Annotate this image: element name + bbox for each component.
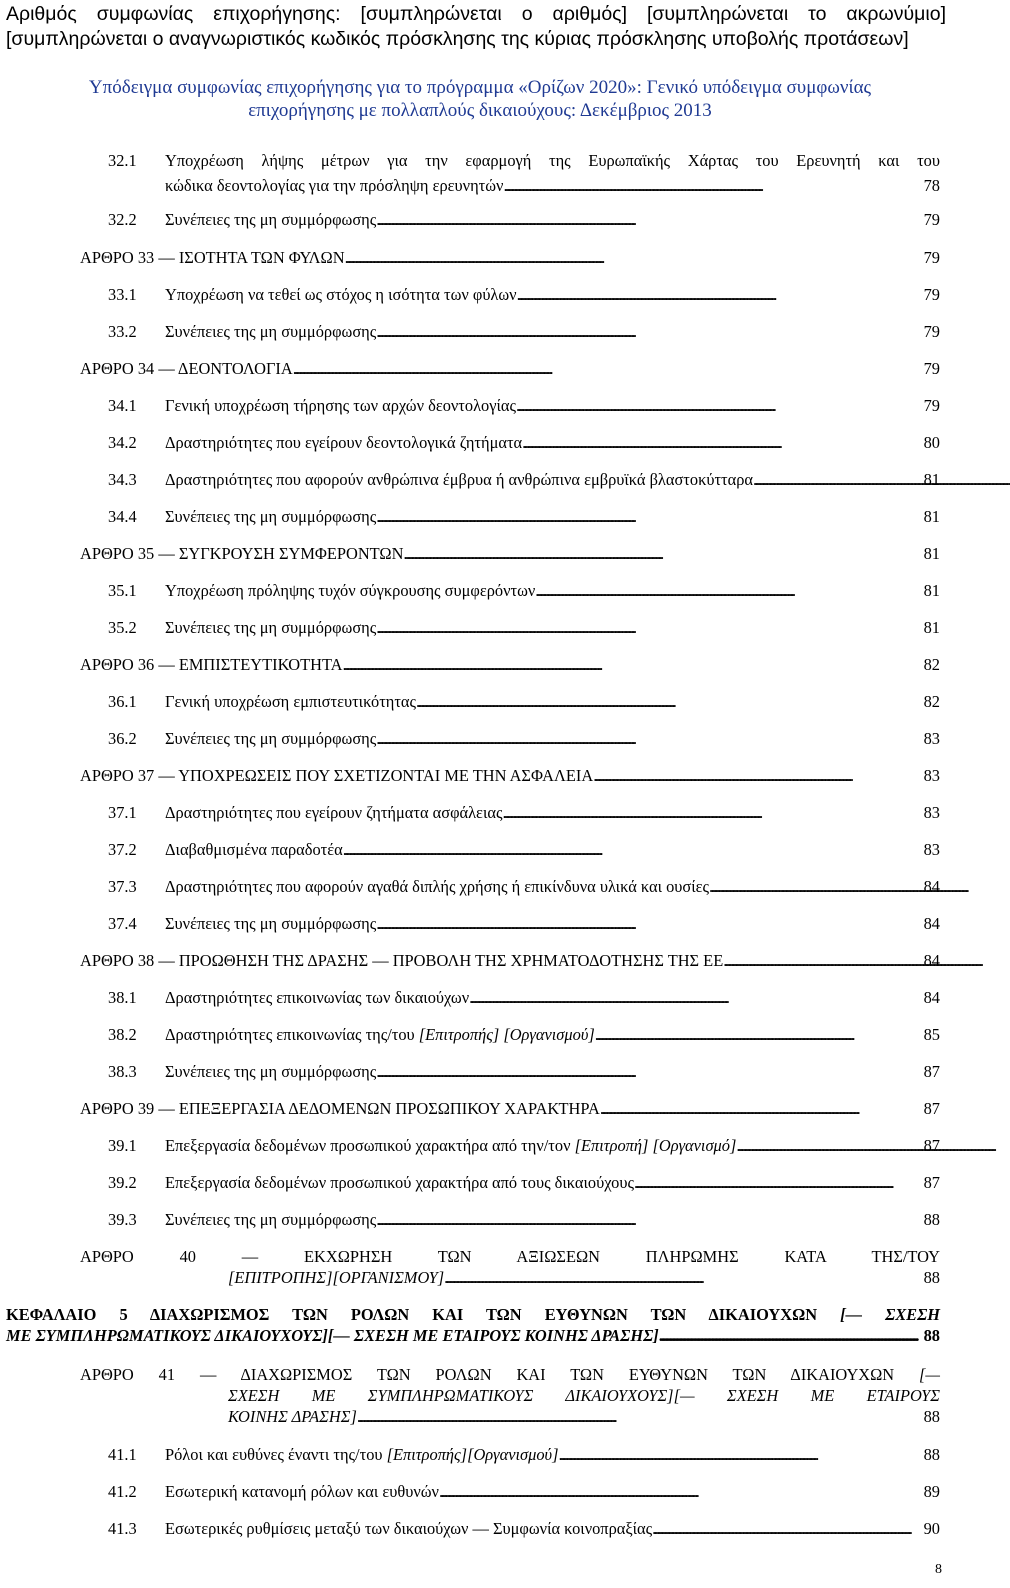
- toc-entry-39-1[interactable]: [108, 1135, 940, 1157]
- toc-text: [80, 1364, 940, 1386]
- toc-page: 81: [923, 618, 940, 637]
- toc-text: ΑΡΘΡΟ 40 — ΕΚΧΩΡΗΣΗ ΤΩΝ ΑΞΙΩΣΕΩΝ ΠΛΗΡΩΜΗΣ ΚΑΤΑ ΤΗΣ/ΤΟΥ: [80, 1247, 940, 1266]
- toc-entry-37-1[interactable]: [108, 802, 940, 824]
- toc-entry-article-38[interactable]: [80, 950, 940, 972]
- toc-leader: [376, 913, 923, 935]
- toc-text-italic: ΜΕ ΣΥΜΠΛΗΡΩΜΑΤΙΚΟΥΣ ΔΙΚΑΙΟΥΧΟΥΣ][— ΣΧΕΣΗ ΜΕ ΕΤΑΙΡΟΥΣ ΚΟΙΝΗΣ ΔΡΑΣΗΣ]: [6, 1326, 659, 1345]
- toc-number: 34.3: [108, 470, 137, 489]
- toc-leader: [502, 802, 923, 824]
- toc-leader: [376, 728, 923, 750]
- toc-entry-article-39[interactable]: [80, 1098, 940, 1120]
- toc-entry-41-2[interactable]: [108, 1481, 940, 1503]
- toc-leader: [535, 580, 923, 602]
- toc-text: Εσωτερικές ρυθμίσεις μεταξύ των δικαιούχων — Συμφωνία κοινοπραξίας: [165, 1519, 653, 1538]
- call-identifier-line: [συμπληρώνεται ο αναγνωριστικός κωδικός πρόσκλησης της κύριας πρόσκλησης υποβολής προτάσεων]: [6, 28, 909, 50]
- toc-text: Εσωτερική κατανομή ρόλων και ευθυνών: [165, 1482, 439, 1501]
- toc-page: 87: [923, 1099, 940, 1118]
- toc-leader: [293, 358, 924, 380]
- toc-leader: [345, 247, 924, 269]
- toc-text: ΑΡΘΡΟ 33 — ΙΣΟΤΗΤΑ ΤΩΝ ΦΥΛΩΝ: [80, 248, 345, 267]
- toc-entry-41-3[interactable]: [108, 1518, 940, 1540]
- toc-text: ΑΡΘΡΟ 35 — ΣΥΓΚΡΟΥΣΗ ΣΥΜΦΕΡΟΝΤΩΝ: [80, 544, 404, 563]
- toc-page: 83: [923, 840, 940, 859]
- toc-text: Συνέπειες της μη συμμόρφωσης: [165, 1062, 377, 1081]
- toc-leader: [659, 1325, 924, 1347]
- toc-text: [165, 1024, 595, 1046]
- toc-text-bold: ΚΕΦΑΛΑΙΟ 5 ΔΙΑΧΩΡΙΣΜΟΣ ΤΩΝ ΡΟΛΩΝ ΚΑΙ ΤΩΝ ΕΥΘΥΝΩΝ ΤΩΝ ΔΙΚΑΙΟΥΧΩΝ: [6, 1305, 841, 1324]
- toc-text: [165, 1135, 736, 1157]
- toc-entry-article-33[interactable]: [80, 247, 940, 269]
- toc-number: 41.3: [108, 1519, 137, 1538]
- toc-page: 83: [923, 803, 940, 822]
- toc-text: Υποχρέωση πρόληψης τυχόν σύγκρουσης συμφερόντων: [165, 581, 536, 600]
- toc-text-italic: ΚΟΙΝΗΣ ΔΡΑΣΗΣ]: [228, 1407, 357, 1426]
- toc-page: 83: [923, 729, 940, 748]
- toc-text: ΑΡΘΡΟ 39 — ΕΠΕΞΕΡΓΑΣΙΑ ΔΕΔΟΜΕΝΩΝ ΠΡΟΣΩΠΙΚΟΥ ΧΑΡΑΚΤΗΡΑ: [80, 1099, 600, 1118]
- toc-text: Διαβαθμισμένα παραδοτέα: [165, 840, 343, 859]
- toc-number: 35.2: [108, 618, 137, 637]
- toc-text: Γενική υποχρέωση τήρησης των αρχών δεοντολογίας: [165, 396, 516, 415]
- toc-leader: [376, 209, 923, 231]
- toc-leader: [376, 321, 923, 343]
- toc-text: κώδικα δεοντολογίας για την πρόσληψη ερευνητών: [165, 176, 504, 195]
- toc-number: 38.1: [108, 988, 137, 1007]
- toc-text-plain: Ρόλοι και ευθύνες έναντι της/του: [165, 1445, 387, 1464]
- toc-entry-35-2[interactable]: [108, 617, 940, 639]
- toc-number: 39.3: [108, 1210, 137, 1229]
- toc-leader: [522, 432, 923, 454]
- toc-text: Επεξεργασία δεδομένων προσωπικού χαρακτήρα από τους δικαιούχους: [165, 1173, 634, 1192]
- toc-leader: [503, 175, 923, 197]
- toc-entry-article-36[interactable]: [80, 654, 940, 676]
- toc-page: 81: [923, 544, 940, 563]
- toc-page: 90: [923, 1519, 940, 1538]
- toc-leader: [595, 1024, 924, 1046]
- toc-text: ΑΡΘΡΟ 34 — ΔΕΟΝΤΟΛΟΓΙΑ: [80, 359, 293, 378]
- toc-entry-37-3[interactable]: [108, 876, 940, 898]
- toc-number: 37.2: [108, 840, 137, 859]
- toc-page: 87: [923, 1173, 940, 1192]
- toc-entry-article-41[interactable]: [80, 1364, 940, 1428]
- toc-page: 87: [923, 1062, 940, 1081]
- toc-page: 80: [923, 433, 940, 452]
- toc-entry-38-3[interactable]: [108, 1061, 940, 1083]
- toc-number: 37.3: [108, 877, 137, 896]
- toc-entry-36-1[interactable]: [108, 691, 940, 713]
- toc-text: Δραστηριότητες που εγείρουν ζητήματα ασφάλειας: [165, 803, 503, 822]
- toc-text: Συνέπειες της μη συμμόρφωσης: [165, 322, 377, 341]
- toc-text-plain: Επεξεργασία δεδομένων προσωπικού χαρακτήρα από την/τον: [165, 1136, 575, 1155]
- toc-leader: [343, 654, 924, 676]
- toc-entry-35-1[interactable]: [108, 580, 940, 602]
- toc-page: 82: [923, 692, 940, 711]
- toc-number: 38.2: [108, 1025, 137, 1044]
- toc-leader: [634, 1172, 924, 1194]
- toc-page: 78: [923, 176, 940, 195]
- toc-leader: [376, 506, 923, 528]
- toc-text: [165, 1444, 558, 1466]
- toc-entry-32-1[interactable]: [108, 150, 940, 197]
- toc-leader: [558, 1444, 923, 1466]
- toc-entry-38-1[interactable]: [108, 987, 940, 1009]
- toc-text-italic: ΣΧΕΣΗ ΜΕ ΣΥΜΠΛΗΡΩΜΑΤΙΚΟΥΣ ΔΙΚΑΙΟΥΧΟΥΣ][— ΣΧΕΣΗ ΜΕ ΕΤΑΙΡΟΥΣ: [228, 1386, 940, 1405]
- toc-leader: [652, 1518, 923, 1540]
- page-number: 8: [935, 1562, 942, 1577]
- toc-text-plain: ΑΡΘΡΟ 41 — ΔΙΑΧΩΡΙΣΜΟΣ ΤΩΝ ΡΟΛΩΝ ΚΑΙ ΤΩΝ ΕΥΘΥΝΩΝ ΤΩΝ ΔΙΚΑΙΟΥΧΩΝ: [80, 1365, 920, 1384]
- toc-leader: [376, 1061, 923, 1083]
- toc-leader: [439, 1481, 924, 1503]
- toc-leader: [416, 691, 924, 713]
- toc-number: 34.1: [108, 396, 137, 415]
- toc-leader: [517, 284, 924, 306]
- model-agreement-subtitle: [0, 76, 960, 122]
- toc-leader: [593, 765, 923, 787]
- toc-page: 83: [923, 766, 940, 785]
- toc-page: 88: [923, 1407, 940, 1426]
- toc-page: 79: [923, 210, 940, 229]
- toc-page: 87: [923, 1136, 940, 1155]
- toc-number: 33.1: [108, 285, 137, 304]
- toc-page: 84: [923, 988, 940, 1007]
- toc-entry-33-2[interactable]: [108, 321, 940, 343]
- toc-text: Δραστηριότητες που εγείρουν δεοντολογικά ζητήματα: [165, 433, 523, 452]
- toc-entry-32-2[interactable]: [108, 209, 940, 231]
- subtitle-line-2: επιχορήγησης με πολλαπλούς δικαιούχους: Δεκέμβριος 2013: [248, 100, 712, 121]
- toc-number: 37.4: [108, 914, 137, 933]
- toc-leader: [343, 839, 924, 861]
- toc-leader: [444, 1267, 923, 1289]
- toc-number: 39.2: [108, 1173, 137, 1192]
- toc-entry-33-1[interactable]: [108, 284, 940, 306]
- toc-text: ΑΡΘΡΟ 38 — ΠΡΟΩΘΗΣΗ ΤΗΣ ΔΡΑΣΗΣ — ΠΡΟΒΟΛΗ ΤΗΣ ΧΡΗΜΑΤΟΔΟΤΗΣΗΣ ΤΗΣ ΕΕ: [80, 951, 724, 970]
- toc-entry-34-1[interactable]: [108, 395, 940, 417]
- toc-page: 79: [923, 285, 940, 304]
- toc-page: 85: [923, 1025, 940, 1044]
- toc-page: 81: [923, 581, 940, 600]
- toc-page: 81: [923, 470, 940, 489]
- toc-entry-38-2[interactable]: [108, 1024, 940, 1046]
- toc-text: Δραστηριότητες που αφορούν αγαθά διπλής χρήσης ή επικίνδυνα υλικά και ουσίες: [165, 877, 710, 896]
- toc-text-italic: [ΕΠΙΤΡΟΠΗΣ][ΟΡΓΑΝΙΣΜΟΥ]: [228, 1268, 445, 1287]
- toc-leader: [753, 469, 924, 491]
- toc-text: Συνέπειες της μη συμμόρφωσης: [165, 1210, 377, 1229]
- toc-page: 84: [923, 914, 940, 933]
- toc-number: 41.1: [108, 1445, 137, 1464]
- toc-page: 79: [923, 322, 940, 341]
- toc-leader: [469, 987, 923, 1009]
- toc-text-italic: [Επιτροπή] [Οργανισμό]: [574, 1136, 737, 1155]
- toc-number: 36.2: [108, 729, 137, 748]
- toc-entry-34-3[interactable]: [108, 469, 940, 491]
- toc-text-italic: [Επιτροπής] [Οργανισμού]: [418, 1025, 595, 1044]
- toc-entry-article-35[interactable]: [80, 543, 940, 565]
- toc-entry-36-2[interactable]: [108, 728, 940, 750]
- toc-entry-37-4[interactable]: [108, 913, 940, 935]
- toc-page: 79: [923, 248, 940, 267]
- toc-text-italic: [Επιτροπής][Οργανισμού]: [386, 1445, 559, 1464]
- toc-page: 84: [923, 951, 940, 970]
- toc-entry-41-1[interactable]: [108, 1444, 940, 1466]
- toc-page: 81: [923, 507, 940, 526]
- toc-number: 32.1: [108, 151, 137, 170]
- toc-text: [6, 1304, 940, 1326]
- toc-text: Συνέπειες της μη συμμόρφωσης: [165, 210, 377, 229]
- toc-page: 89: [923, 1482, 940, 1501]
- toc-text: Συνέπειες της μη συμμόρφωσης: [165, 914, 377, 933]
- toc-text: ΑΡΘΡΟ 36 — ΕΜΠΙΣΤΕΥΤΙΚΟΤΗΤΑ: [80, 655, 343, 674]
- toc-page: 79: [923, 359, 940, 378]
- grant-agreement-number-line: Αριθμός συμφωνίας επιχορήγησης: [συμπληρώνεται ο αριθμός] [συμπληρώνεται το ακρωνύμιο]: [6, 3, 946, 25]
- toc-page: 84: [923, 877, 940, 896]
- toc-leader: [357, 1406, 924, 1428]
- toc-number: 35.1: [108, 581, 137, 600]
- toc-number: 36.1: [108, 692, 137, 711]
- toc-number: 33.2: [108, 322, 137, 341]
- toc-leader: [376, 1209, 923, 1231]
- toc-text-plain: Δραστηριότητες επικοινωνίας της/του: [165, 1025, 419, 1044]
- toc-number: 39.1: [108, 1136, 137, 1155]
- document-header: [6, 2, 946, 52]
- toc-entry-34-4[interactable]: [108, 506, 940, 528]
- toc-text: Δραστηριότητες επικοινωνίας των δικαιούχων: [165, 988, 470, 1007]
- toc-leader: [736, 1135, 923, 1157]
- toc-number: 38.3: [108, 1062, 137, 1081]
- toc-leader: [403, 543, 923, 565]
- toc-number: 34.2: [108, 433, 137, 452]
- toc-entry-39-3[interactable]: [108, 1209, 940, 1231]
- toc-entry-39-2[interactable]: [108, 1172, 940, 1194]
- toc-text: Συνέπειες της μη συμμόρφωσης: [165, 507, 377, 526]
- toc-leader: [516, 395, 924, 417]
- toc-text-italic: [— ΣΧΕΣΗ: [840, 1305, 940, 1324]
- toc-text: Συνέπειες της μη συμμόρφωσης: [165, 618, 377, 637]
- toc-text: Δραστηριότητες που αφορούν ανθρώπινα έμβρυα ή ανθρώπινα εμβρυϊκά βλαστοκύτταρα: [165, 470, 753, 489]
- subtitle-line-1: Υπόδειγμα συμφωνίας επιχορήγησης για το πρόγραμμα «Ορίζων 2020»: Γενικό υπόδειγμα συμφωνίας: [88, 77, 872, 98]
- toc-text-italic: [—: [919, 1365, 940, 1384]
- toc-leader: [709, 876, 924, 898]
- toc-number: 32.2: [108, 210, 137, 229]
- toc-page: 88: [923, 1326, 940, 1345]
- toc-leader: [376, 617, 923, 639]
- toc-entry-article-37[interactable]: [80, 765, 940, 787]
- toc-text: Υποχρέωση λήψης μέτρων για την εφαρμογή της Ευρωπαϊκής Χάρτας του Ερευνητή και του: [165, 151, 940, 170]
- toc-text: Γενική υποχρέωση εμπιστευτικότητας: [165, 692, 417, 711]
- toc-leader: [723, 950, 923, 972]
- toc-entry-article-34[interactable]: [80, 358, 940, 380]
- toc-page: 82: [923, 655, 940, 674]
- toc-number: 34.4: [108, 507, 137, 526]
- toc-number: 37.1: [108, 803, 137, 822]
- toc-entry-article-40[interactable]: [80, 1246, 940, 1289]
- toc-text: Υποχρέωση να τεθεί ως στόχος η ισότητα των φύλων: [165, 285, 517, 304]
- toc-text: ΑΡΘΡΟ 37 — ΥΠΟΧΡΕΩΣΕΙΣ ΠΟΥ ΣΧΕΤΙΖΟΝΤΑΙ ΜΕ ΤΗΝ ΑΣΦΑΛΕΙΑ: [80, 766, 594, 785]
- toc-entry-37-2[interactable]: [108, 839, 940, 861]
- toc-entry-34-2[interactable]: [108, 432, 940, 454]
- toc-number: 41.2: [108, 1482, 137, 1501]
- toc-page: 79: [923, 396, 940, 415]
- toc-page: 88: [923, 1445, 940, 1464]
- toc-entry-chapter-5[interactable]: [6, 1304, 940, 1347]
- toc-leader: [600, 1098, 924, 1120]
- toc-text: Συνέπειες της μη συμμόρφωσης: [165, 729, 377, 748]
- toc-page: 88: [923, 1268, 940, 1287]
- toc-page: 88: [923, 1210, 940, 1229]
